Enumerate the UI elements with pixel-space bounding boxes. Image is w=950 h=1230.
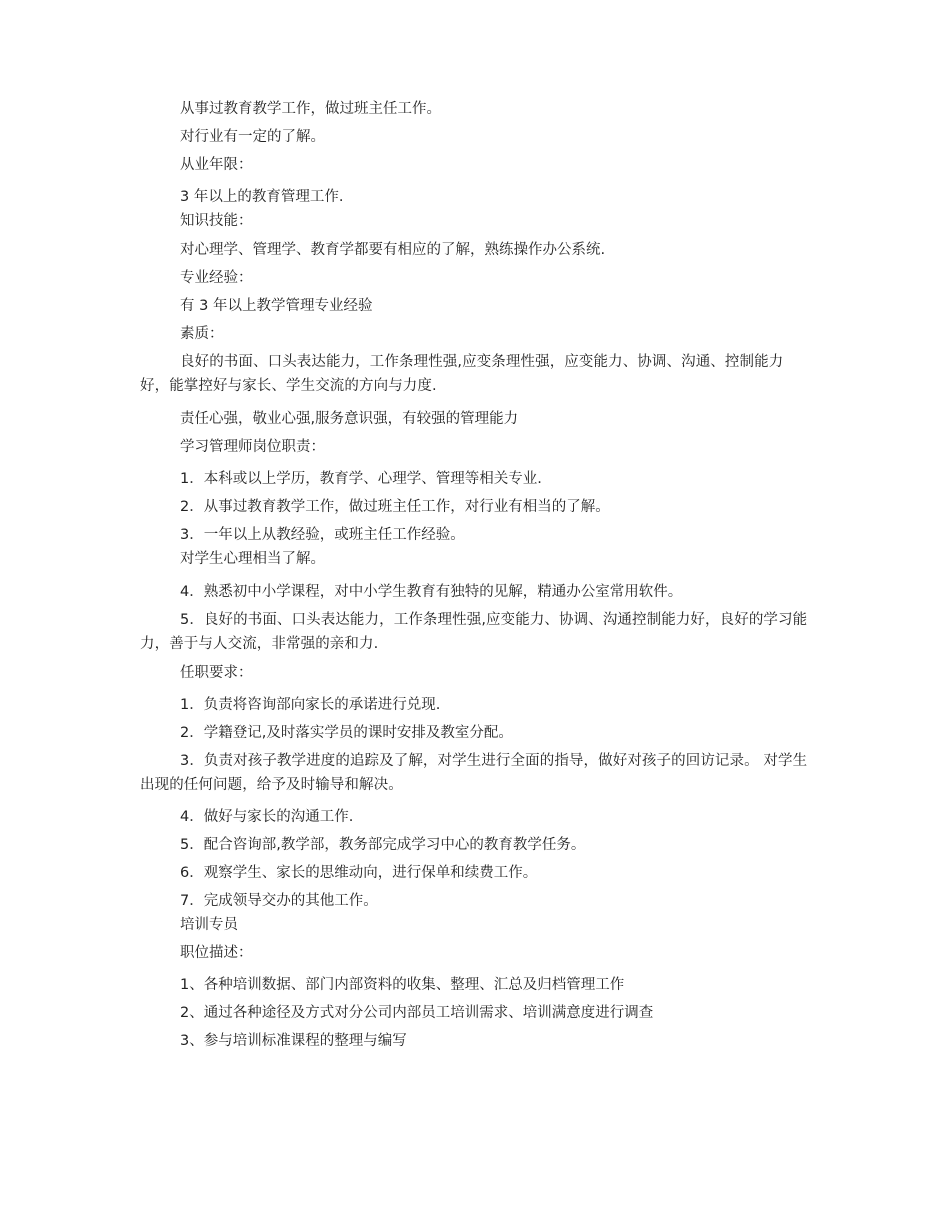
text-line: 学习管理师岗位职责： [180, 439, 325, 455]
text-line: 对学生心理相当了解。 [180, 551, 325, 567]
text-line: 培训专员 [180, 917, 238, 933]
list-item: 2．学籍登记,及时落实学员的课时安排及教室分配。 [180, 725, 513, 741]
text-line: 专业经验： [180, 270, 253, 286]
list-item: 1、各种培训数据、部门内部资料的收集、整理、汇总及归档管理工作 [180, 977, 625, 993]
list-item: 4．做好与家长的沟通工作. [180, 809, 354, 825]
list-item: 7．完成领导交办的其他工作。 [180, 893, 378, 909]
text-line: 素质： [180, 326, 224, 342]
list-item: 2．从事过教育教学工作，做过班主任工作，对行业有相当的了解。 [180, 499, 610, 515]
text-line: 知识技能： [180, 213, 253, 229]
list-item: 1．负责将咨询部向家长的承诺进行兑现. [180, 697, 441, 713]
text-line: 任职要求： [180, 665, 253, 681]
list-item: 4．熟悉初中小学课程，对中小学生教育有独特的见解，精通办公室常用软件。 [180, 584, 683, 600]
text-line: 有 3 年以上教学管理专业经验 [180, 298, 373, 314]
text-line: 职位描述： [180, 945, 253, 961]
paragraph: 3．负责对孩子教学进度的追踪及了解，对学生进行全面的指导，做好对孩子的回访记录。 对学生出现的任何问题，给予及时输导和解决。 [140, 753, 808, 793]
text-line: 对行业有一定的了解。 [180, 129, 325, 145]
list-item: 5．配合咨询部,教学部，教务部完成学习中心的教育教学任务。 [180, 837, 586, 853]
text-line: 从业年限： [180, 157, 253, 173]
paragraph: 良好的书面、口头表达能力，工作条理性强,应变条理性强，应变能力、协调、沟通、控制能力好，能掌控好与家长、学生交流的方向与力度. [140, 354, 784, 394]
text-line: 责任心强，敬业心强,服务意识强，有较强的管理能力 [180, 411, 519, 427]
list-item: 3、参与培训标准课程的整理与编写 [180, 1033, 407, 1049]
list-item: 3．一年以上从教经验，或班主任工作经验。 [180, 527, 465, 543]
text-line: 3 年以上的教育管理工作. [180, 189, 344, 205]
list-item: 2、通过各种途径及方式对分公司内部员工培训需求、培训满意度进行调查 [180, 1005, 654, 1021]
list-item: 6．观察学生、家长的思维动向，进行保单和续费工作。 [180, 865, 538, 881]
paragraph: 5．良好的书面、口头表达能力，工作条理性强,应变能力、协调、沟通控制能力好，良好的学习能力，善于与人交流，非常强的亲和力. [140, 612, 808, 652]
list-item: 1．本科或以上学历，教育学、心理学、管理等相关专业. [180, 471, 542, 487]
text-line: 从事过教育教学工作，做过班主任工作。 [180, 101, 441, 117]
text-line: 对心理学、管理学、教育学都要有相应的了解，熟练操作办公系统. [180, 242, 606, 258]
